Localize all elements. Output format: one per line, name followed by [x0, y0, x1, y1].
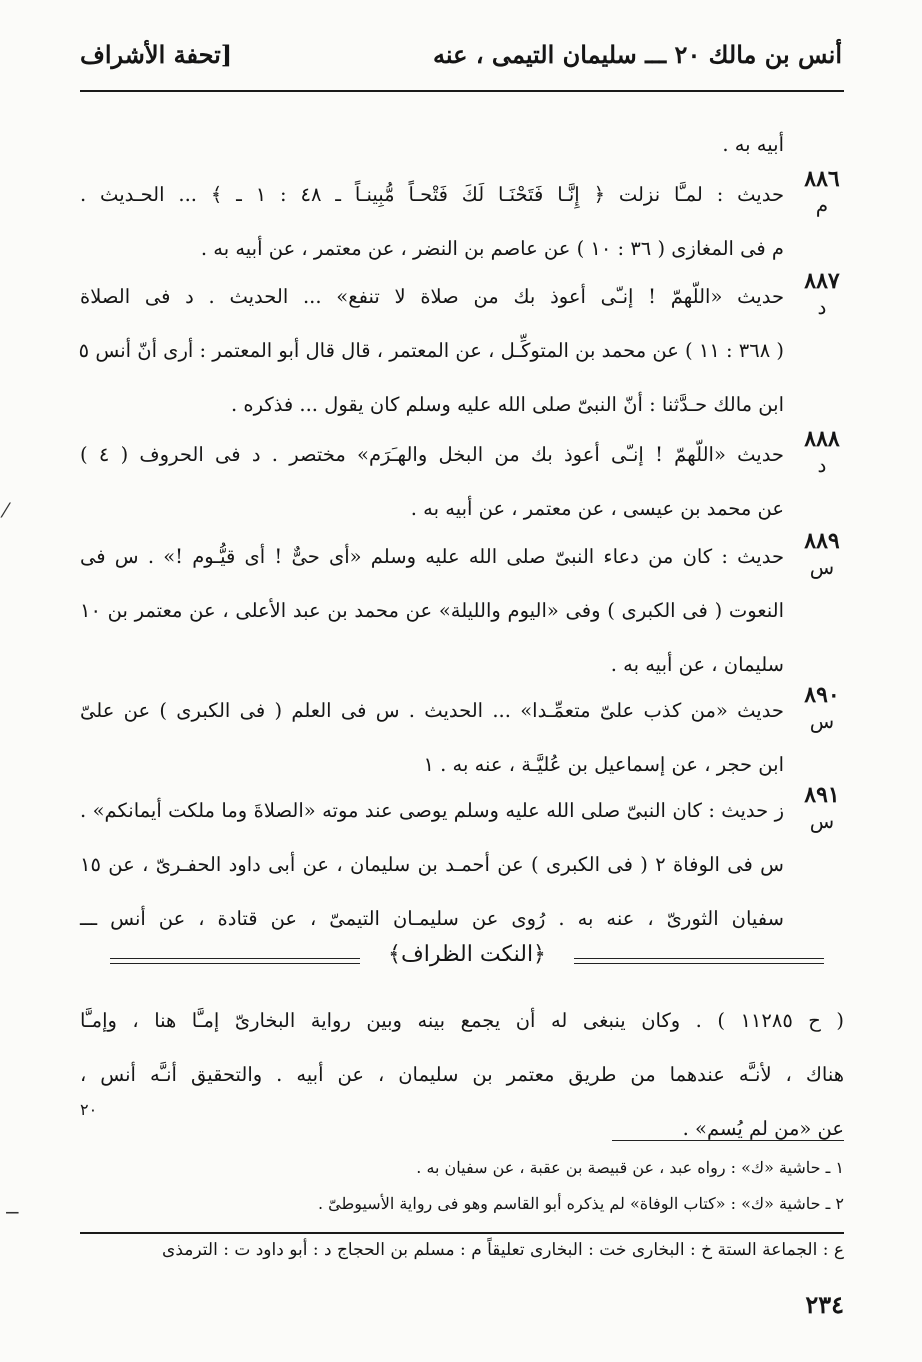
- text-line: حديث «اللّهمّ ! إنـّى أعوذ بك من صلاة لا تنفع» ... الحديث . د فى الصلاة: [80, 285, 784, 308]
- footnote-rule: [612, 1140, 844, 1141]
- entry-number: [800, 784, 844, 832]
- note-line: هناك ، لأنـَّه عندهما من طريق معتمر بن سليمان ، عن أبيه . والتحقيق أنـَّه أنس ،: [80, 1063, 844, 1086]
- text-line: حديث : لمـَّا نزلت ﴿ إِنَّـا فَتَحْنَـا لَكَ فَتْحـاً مُّبِينـاً ـ ٤٨ : ١ ـ ﴾ ... الحـديث .: [80, 183, 785, 206]
- entry-number: [800, 530, 844, 578]
- source-siglum: د: [817, 453, 827, 478]
- entry-number-value: ٨٩١: [804, 782, 840, 808]
- text-line: ابن حجر ، عن إسماعيل بن عُليَّـة ، عنه به . ١: [423, 753, 784, 776]
- note-line: عن «من لم يُسم» .: [682, 1117, 844, 1140]
- header-rule: [80, 90, 844, 92]
- entry-number-value: ٨٩٠: [804, 682, 840, 708]
- margin-line-number: ٢٠: [80, 1100, 98, 1119]
- text-line: ( ٣٦٨ : ١١ ) عن محمد بن المتوكِّـل ، عن المعتمر ، قال قال أبو المعتمر : أرى أنّ أنس ٥: [78, 339, 784, 362]
- text-line: أبيه به .: [722, 133, 784, 156]
- source-siglum: س: [809, 555, 835, 580]
- text-line: حديث «اللّهمّ ! إنـّى أعوذ بك من البخل والهـَرَم» مختصر . د فى الحروف ( ٤ ): [80, 443, 784, 466]
- entry-number: [800, 684, 844, 732]
- text-line: م فى المغازى ( ٣٦ : ١٠ ) عن عاصم بن النضر ، عن معتمر ، عن أبيه به .: [200, 237, 784, 260]
- entry-number: [800, 270, 844, 318]
- text-line: النعوت ( فى الكبرى ) وفى «اليوم والليلة» عن محمد بن عبد الأعلى ، عن معتمر بن ١٠: [80, 599, 784, 622]
- text-line: حديث «من كذب علىّ متعمِّـدا» ... الحديث . س فى العلم ( فى الكبرى ) عن علىّ: [80, 699, 784, 722]
- entry-number: [800, 428, 844, 476]
- page-number: ٢٣٤: [805, 1290, 844, 1319]
- running-header-left: [تحفة الأشراف: [80, 40, 233, 69]
- entry-number-value: ٨٨٦: [804, 166, 840, 192]
- source-siglum: س: [809, 809, 835, 834]
- section-heading: [110, 942, 824, 976]
- entry-number: [800, 168, 844, 216]
- margin-mark-icon: ⁄: [4, 498, 8, 522]
- text-line: ز حديث : كان النبىّ صلى الله عليه وسلم يوصى عند موته «الصلاةَ وما ملكت أيمانكم» .: [80, 799, 784, 822]
- source-siglum: د: [817, 295, 827, 320]
- legend-rule: [80, 1232, 844, 1234]
- source-siglum: س: [809, 709, 835, 734]
- section-rule-right: [574, 958, 824, 964]
- section-title: ﴿النكت الظراف﴾: [380, 942, 554, 967]
- entry-number-value: ٨٨٧: [804, 268, 840, 294]
- section-rule-left: [110, 958, 360, 964]
- text-line: عن محمد بن عيسى ، عن معتمر ، عن أبيه به .: [410, 497, 784, 520]
- note-line: ( ح ١١٢٨٥ ) . وكان ينبغى له أن يجمع بينه وبين رواية البخارىّ إمـَّا هنا ، وإمـَّا: [80, 1009, 844, 1032]
- text-line: س فى الوفاة ٢ ( فى الكبرى ) عن أحمـد بن سليمان ، عن أبى داود الحفـرىّ ، عن ١٥: [80, 853, 784, 876]
- text-line: سفيان الثورىّ ، عنه به . رُوى عن سليمـان التيمىّ ، عن قتادة ، عن أنس ـــ: [80, 907, 784, 930]
- text-line: سليمان ، عن أبيه به .: [610, 653, 784, 676]
- footnote: ٢ ـ حاشية «ك» : «كتاب الوفاة» لم يذكره أبو القاسم وهو فى رواية الأسيوطىّ .: [317, 1194, 844, 1213]
- margin-mark-icon: −: [4, 1200, 21, 1224]
- notes-block: [80, 994, 844, 1156]
- footnote: ١ ـ حاشية «ك» : رواه عبد ، عن قبيصة بن عقبة ، عن سفيان به .: [416, 1158, 844, 1177]
- entry-number-value: ٨٨٩: [804, 528, 840, 554]
- text-line: حديث : كان من دعاء النبىّ صلى الله عليه وسلم «أى حىٌّ ! أى قيُّـوم !» . س فى: [80, 545, 784, 568]
- abbreviation-legend: ع : الجماعة الستة خ : البخارى خت : البخارى تعليقاً م : مسلم بن الحجاج د : أبو داود ت : الترمذى: [162, 1240, 844, 1260]
- entry-number-value: ٨٨٨: [804, 426, 840, 452]
- running-header-right: أنس بن مالك ٢٠ ـــ سليمان التيمى ، عنه: [433, 40, 842, 69]
- text-line: ابن مالك حـدَّثنا : أنّ النبىّ صلى الله عليه وسلم كان يقول ... فذكره .: [230, 393, 784, 416]
- source-siglum: م: [815, 193, 829, 218]
